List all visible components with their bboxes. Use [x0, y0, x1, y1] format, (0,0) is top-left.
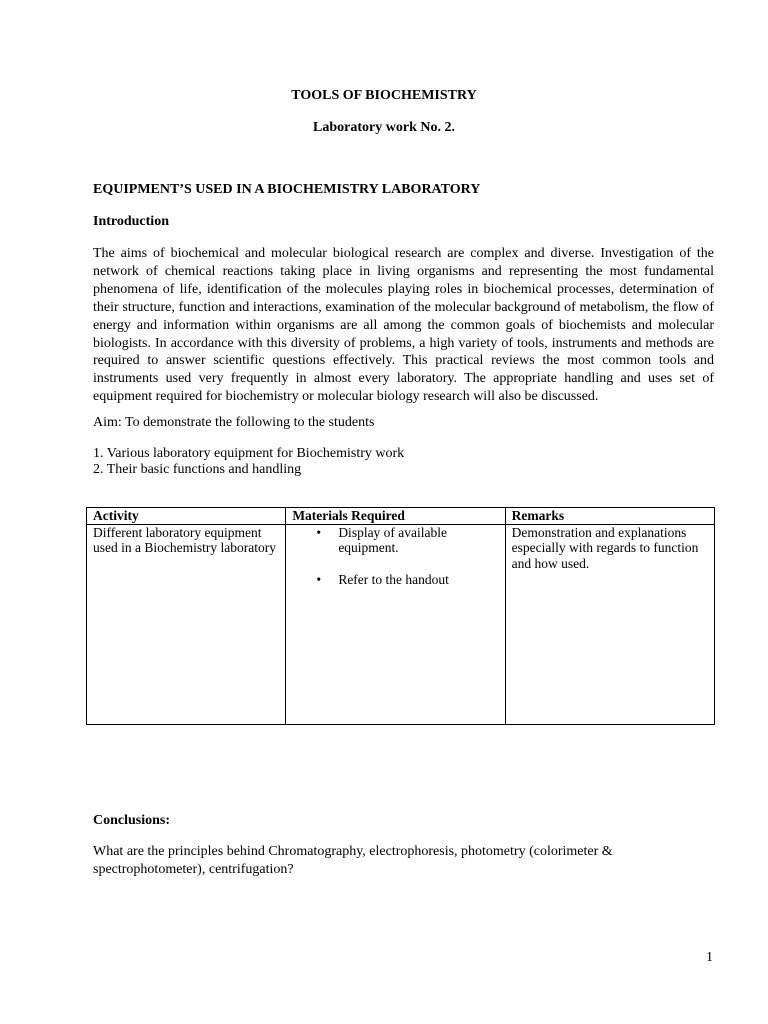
table-row — [87, 524, 715, 724]
activity-table — [86, 507, 715, 725]
conclusions-heading: Conclusions: — [93, 813, 171, 828]
aim-list — [93, 446, 404, 478]
aim-statement: Aim: To demonstrate the following to the students — [93, 415, 375, 430]
section-heading: EQUIPMENT’S USED IN A BIOCHEMISTRY LABORATORY — [93, 182, 481, 197]
introduction-heading: Introduction — [93, 214, 169, 229]
introduction-paragraph: The aims of biochemical and molecular biological research are complex and diverse. Investigation of the network of chemical reactions taking place in living organisms and representing the most fundamental phenomena of life, identification of the molecules playing roles in biochemical processes, determination of their structure, function and interactions, examination of the molecular background of metabolism, the flow of energy and information within organisms are all among the common goals of biochemists and molecular biologists. In accordance with this diversity of problems, a high variety of tools, instruments and methods are required to answer scientific questions effectively. This practical reviews the most common tools and instruments used very frequently in almost every laboratory. The appropriate handling and uses set of equipment required for biochemistry or molecular biology research will also be discussed. — [93, 246, 714, 405]
cell-remarks: Demonstration and explanations especially with regards to function and how used. — [505, 524, 714, 724]
materials-list — [292, 525, 498, 588]
document-title: TOOLS OF BIOCHEMISTRY — [291, 88, 477, 103]
cell-materials — [286, 524, 505, 724]
page-number: 1 — [706, 950, 713, 965]
conclusions-question: What are the principles behind Chromatography, electrophoresis, photometry (colorimeter & spectrophotometer), centrifugation? — [93, 844, 613, 877]
header-materials: Materials Required — [286, 508, 505, 525]
table-header-row — [87, 508, 715, 525]
aim-item: 1. Various laboratory equipment for Biochemistry work — [93, 446, 405, 461]
materials-item: • Refer to the handout — [338, 572, 498, 588]
aim-item: 2. Their basic functions and handling — [93, 462, 302, 477]
cell-activity: Different laboratory equipment used in a Biochemistry laboratory — [87, 524, 286, 724]
document-subtitle: Laboratory work No. 2. — [313, 120, 455, 135]
header-activity: Activity — [87, 508, 286, 525]
header-remarks: Remarks — [505, 508, 714, 525]
materials-item: • Display of available equipment. — [338, 525, 498, 556]
